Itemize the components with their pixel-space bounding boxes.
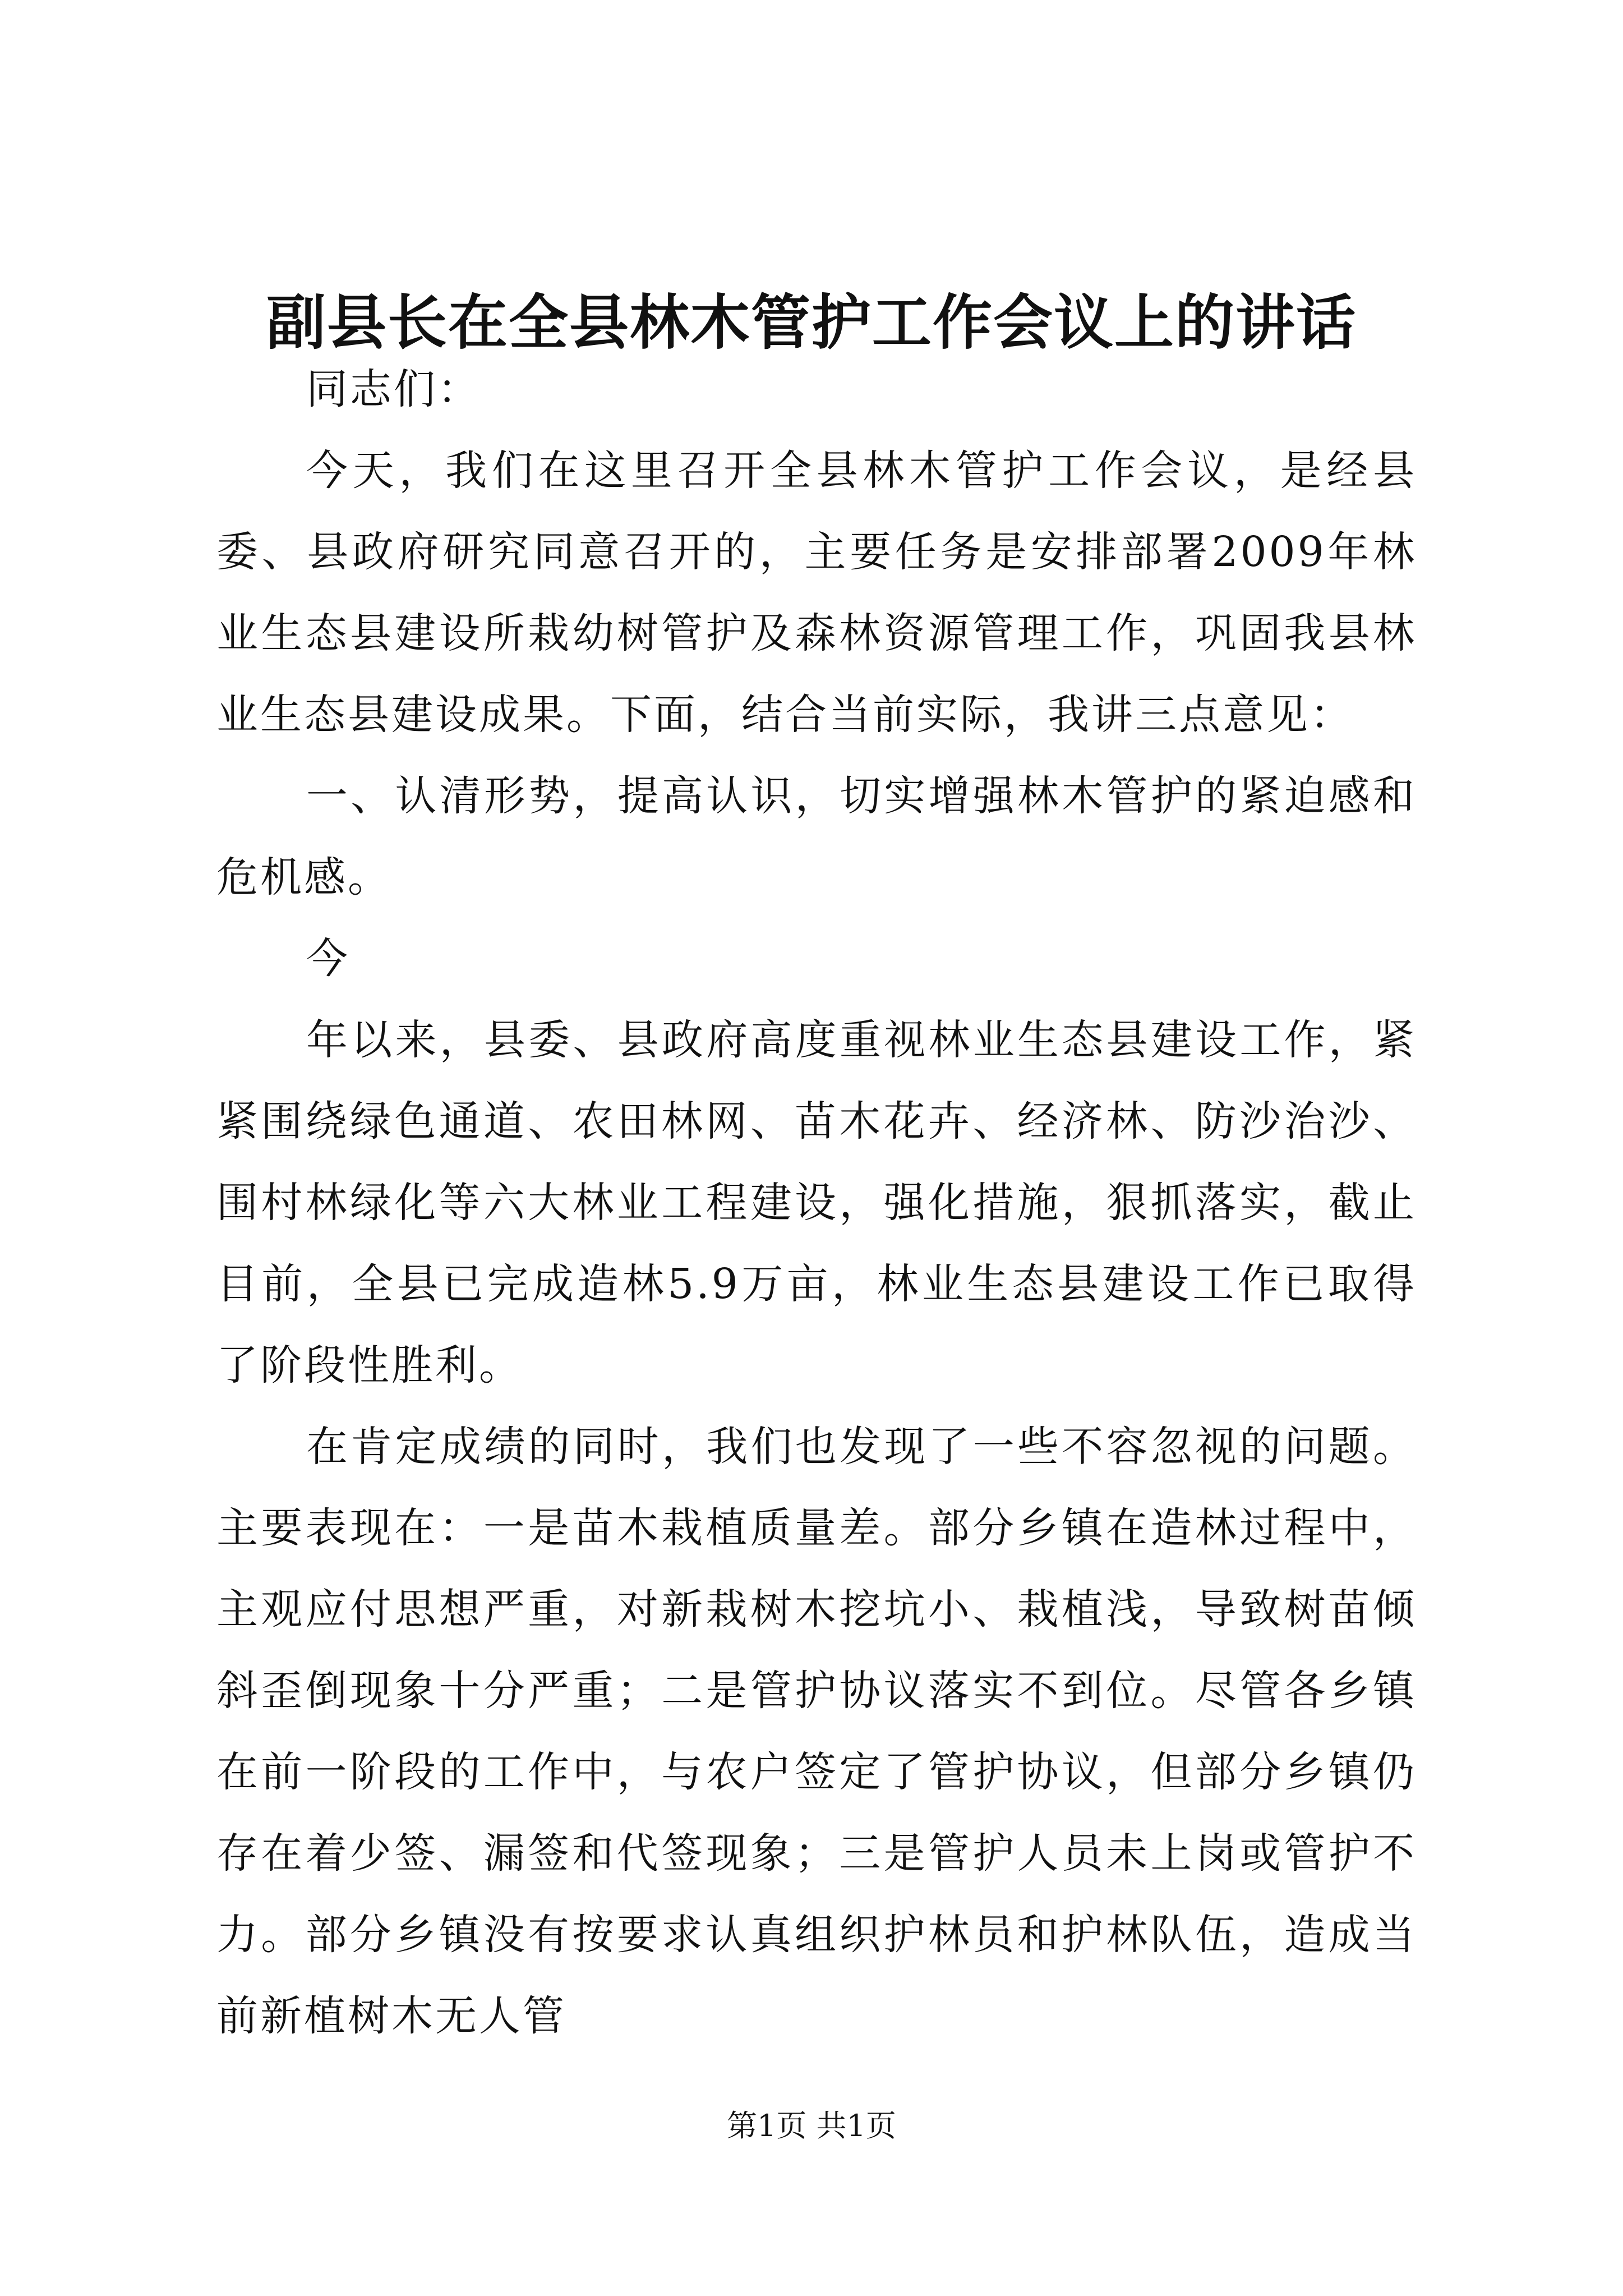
page-footer: 第1页 共1页 bbox=[727, 2108, 896, 2143]
fragment-paragraph: 今 bbox=[306, 935, 350, 983]
problems-paragraph: 在肯定成绩的同时，我们也发现了一些不容忽视的问题。主要表现在：一是苗木栽植质量差。部分乡镇在造林过程中，主观应付思想严重，对新栽树木挖坑小、栽植浅，导致树苗倾斜歪倒现象十分严重；二是管护协议落实不到位。尽管各乡镇在前一阶段的工作中，与农户签定了管护协议，但部分乡镇仍存在着少签、漏签和代签现象；三是管护人员未上岗或管护不力。部分乡镇没有按要求认真组织护林员和护林队伍，造成当前新植树木无人管 bbox=[216, 1423, 1417, 2040]
intro-paragraph: 今天，我们在这里召开全县林木管护工作会议，是经县委、县政府研究同意召开的，主要任务是安排部署2009年林业生态县建设所栽幼树管护及森林资源管理工作，巩固我县林业生态县建设成果。下面，结合当前实际，我讲三点意见： bbox=[216, 447, 1417, 739]
document-title: 副县长在全县林木管护工作会议上的讲话 bbox=[266, 287, 1357, 357]
section-heading-1: 一、认清形势，提高认识，切实增强林木管护的紧迫感和危机感。 bbox=[216, 772, 1417, 901]
achievement-paragraph: 年以来，县委、县政府高度重视林业生态县建设工作，紧紧围绕绿色通道、农田林网、苗木花卉、经济林、防沙治沙、围村林绿化等六大林业工程建设，强化措施，狠抓落实，截止目前，全县已完成造林5.9万亩，林业生态县建设工作已取得了阶段性胜利。 bbox=[216, 1016, 1417, 1389]
document-body bbox=[216, 349, 1417, 2057]
salutation-paragraph: 同志们： bbox=[306, 365, 481, 413]
